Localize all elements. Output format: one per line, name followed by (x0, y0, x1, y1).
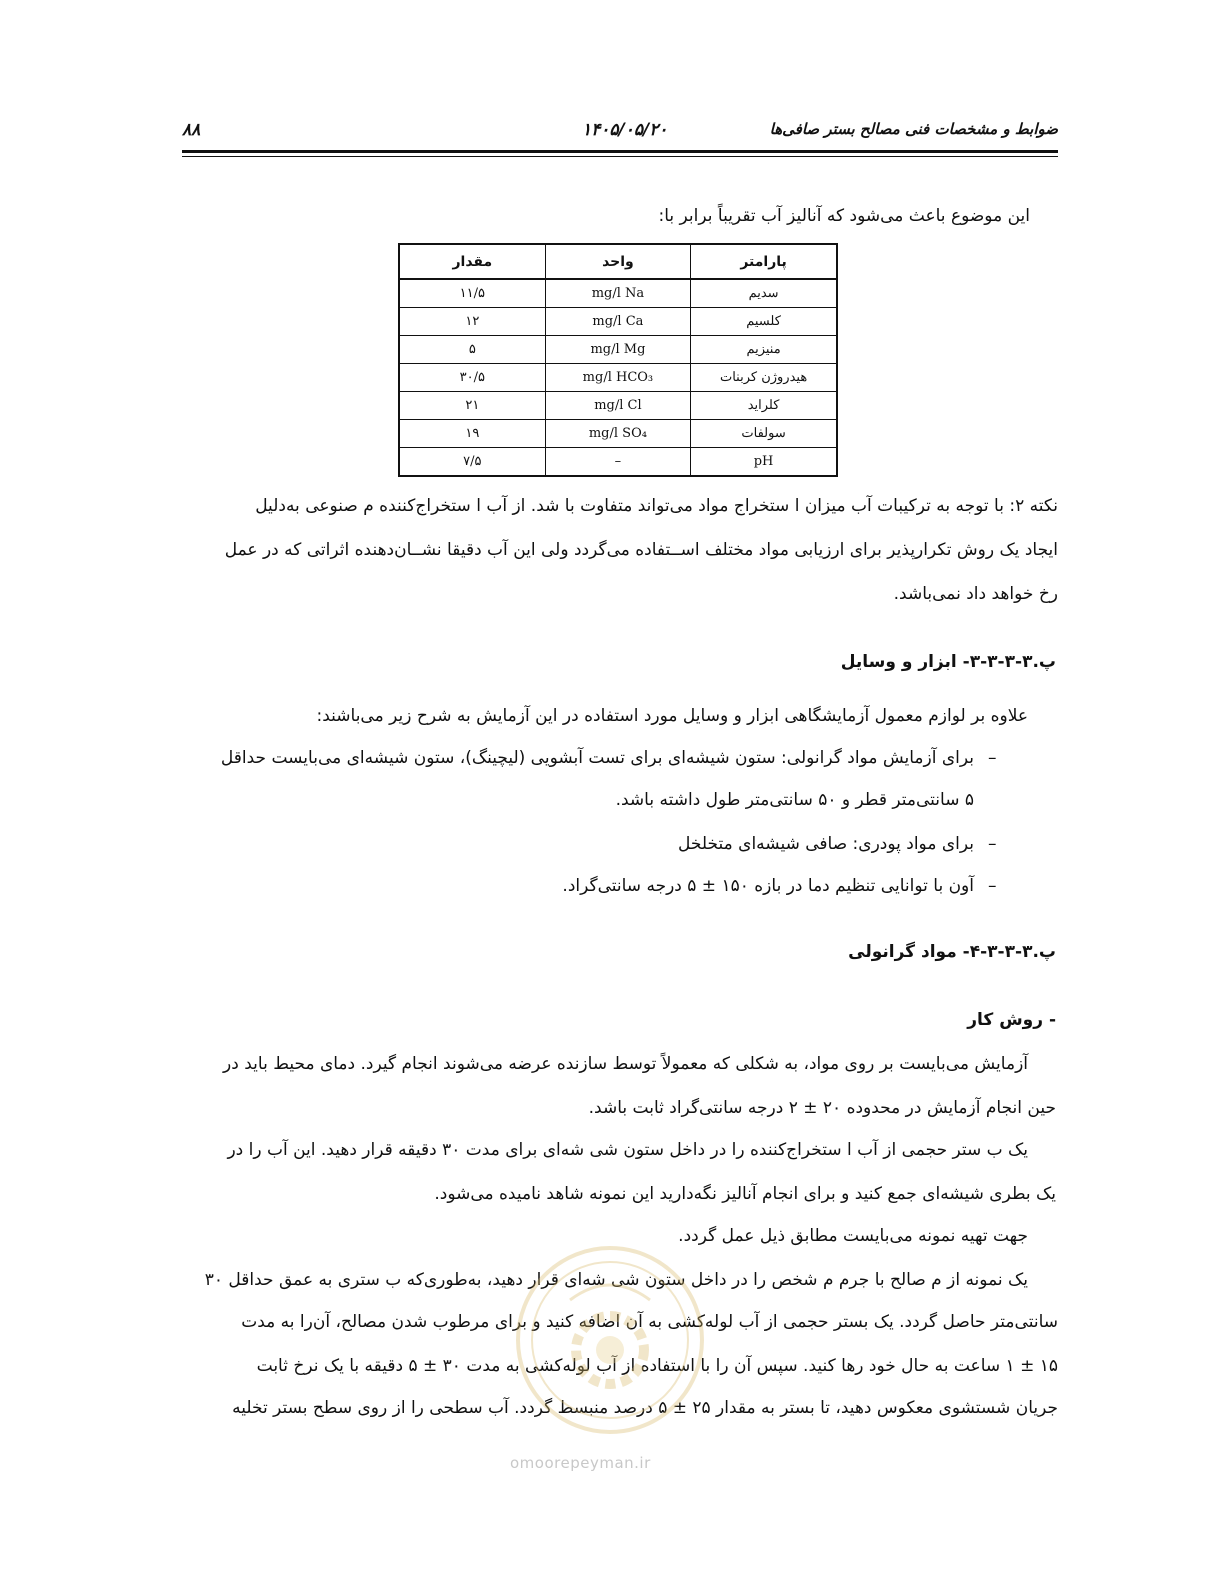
bullet-granular-line: برای آزمایش مواد گرانولی: ستون شیشه‌ای برای تست آبشویی (لیچینگ)، ستون شیشه‌ای می‌بایست حداقل (220, 748, 974, 768)
section-heading-granular: پ.۳-۳-۳-۴- مواد گرانولی (848, 942, 1056, 962)
table-row (399, 364, 837, 392)
bullet-dash: – (988, 834, 997, 854)
page-header (182, 118, 1058, 148)
bullet-granular-line: ۵ سانتی‌متر قطر و ۵۰ سانتی‌متر طول داشته باشد. (615, 790, 974, 810)
watermark-seal-icon (510, 1240, 710, 1440)
table-cell: pH (691, 448, 837, 477)
method-p1-line: حین انجام آزمایش در محدوده ۲۰ ± ۲ درجه سانتی‌گراد ثابت باشد. (588, 1098, 1056, 1118)
note-2-line: نکته ۲: با توجه به ترکیبات آب میزان ا ستخراج مواد می‌تواند متفاوت با شد. از آب ا ستخراج‌کننده م صنوعی به‌دلیل (255, 496, 1058, 516)
table-header-cell: واحد (545, 244, 690, 279)
table-cell: mg/l Ca (545, 308, 690, 336)
header-rule-thin (182, 156, 1058, 157)
table-cell: کلراید (691, 392, 837, 420)
table-row (399, 448, 837, 477)
page-number: ۸۸ (182, 120, 201, 140)
tools-intro: علاوه بر لوازم معمول آزمایشگاهی ابزار و وسایل مورد استفاده در این آزمایش به شرح زیر می‌باشند: (316, 706, 1028, 726)
note-2-line: ایجاد یک روش تکرارپذیر برای ارزیابی مواد مختلف اســتفاده می‌گردد ولی این آب دقیقا نشــان‌دهنده اثراتی که در عمل (224, 540, 1058, 560)
method-p4-line: سانتی‌متر حاصل گردد. یک بستر حجمی از آب لوله‌کشی به آن اضافه کنید و برای مرطوب شدن مصالح، آن‌را به مدت (241, 1312, 1058, 1332)
method-p4-line: جریان شستشوی معکوس دهید، تا بستر به مقدار ۲۵ ± ۵ درصد منبسط گردد. آب سطحی را از روی سطح بستر تخلیه (232, 1398, 1058, 1418)
table-row (399, 336, 837, 364)
method-p4-line: یک نمونه از م صالح با جرم م شخص را در داخل ستون شی شه‌ای قرار دهید، به‌طوری‌که ب ستری به عمق حداقل ۳۰ (204, 1270, 1028, 1290)
table-header-cell: پارامتر (691, 244, 837, 279)
table-row (399, 308, 837, 336)
table-cell: mg/l Na (545, 279, 690, 308)
section-heading-tools: پ.۳-۳-۳-۳- ابزار و وسایل (840, 652, 1056, 672)
table-row (399, 392, 837, 420)
table-header-row (399, 244, 837, 279)
table-cell: کلسیم (691, 308, 837, 336)
table-header-cell: مقدار (399, 244, 545, 279)
table-cell: – (545, 448, 690, 477)
bullet-dash: – (988, 748, 997, 768)
table-cell: mg/l HCO₃ (545, 364, 690, 392)
table-cell: ۵ (399, 336, 545, 364)
table-cell: ۳۰/۵ (399, 364, 545, 392)
table-cell: ۲۱ (399, 392, 545, 420)
table-cell: ۱۲ (399, 308, 545, 336)
table-cell: سدیم (691, 279, 837, 308)
header-rule (182, 150, 1058, 153)
table-cell: ۱۹ (399, 420, 545, 448)
method-p1-line: آزمایش می‌بایست بر روی مواد، به شکلی که معمولاً توسط سازنده عرضه می‌شوند انجام گیرد. دمای محیط باید در (223, 1054, 1028, 1074)
bullet-oven: آون با توانایی تنظیم دما در بازه ۱۵۰ ± ۵ درجه سانتی‌گراد. (562, 876, 974, 896)
table-cell: ۷/۵ (399, 448, 545, 477)
table-cell: mg/l Cl (545, 392, 690, 420)
table-row (399, 279, 837, 308)
method-p4-line: ۱۵ ± ۱ ساعت به حال خود رها کنید. سپس آن را با استفاده از آب لوله‌کشی به مدت ۳۰ ± ۵ دقیقه با یک نرخ ثابت (256, 1356, 1058, 1376)
bullet-powder: برای مواد پودری: صافی شیشه‌ای متخلخل (678, 834, 974, 854)
table-cell: mg/l Mg (545, 336, 690, 364)
table-cell: هیدروژن کربنات (691, 364, 837, 392)
table-cell: سولفات (691, 420, 837, 448)
bullet-dash: – (988, 876, 997, 896)
method-p2-line: یک ب ستر حجمی از آب ا ستخراج‌کننده را در داخل ستون شی شه‌ای برای مدت ۳۰ دقیقه قرار دهید. این آب را در (227, 1140, 1028, 1160)
header-date: ۱۴۰۵/۰۵/۲۰ (582, 120, 668, 140)
intro-text: این موضوع باعث می‌شود که آنالیز آب تقریباً برابر با: (658, 206, 1030, 226)
method-p3: جهت تهیه نمونه می‌بایست مطابق ذیل عمل گردد. (678, 1226, 1028, 1246)
water-analysis-table (398, 243, 838, 477)
table-cell: mg/l SO₄ (545, 420, 690, 448)
method-p2-line: یک بطری شیشه‌ای جمع کنید و برای انجام آنالیز نگه‌دارید این نمونه شاهد نامیده می‌شود. (434, 1184, 1056, 1204)
table-cell: ۱۱/۵ (399, 279, 545, 308)
header-title: ضوابط و مشخصات فنی مصالح بستر صافی‌ها (769, 120, 1058, 138)
watermark-text: omoorepeyman.ir (510, 1454, 651, 1472)
note-2-line: رخ خواهد داد نمی‌باشد. (893, 584, 1058, 604)
method-heading: - روش کار (967, 1010, 1056, 1030)
table-cell: منیزیم (691, 336, 837, 364)
table-row (399, 420, 837, 448)
